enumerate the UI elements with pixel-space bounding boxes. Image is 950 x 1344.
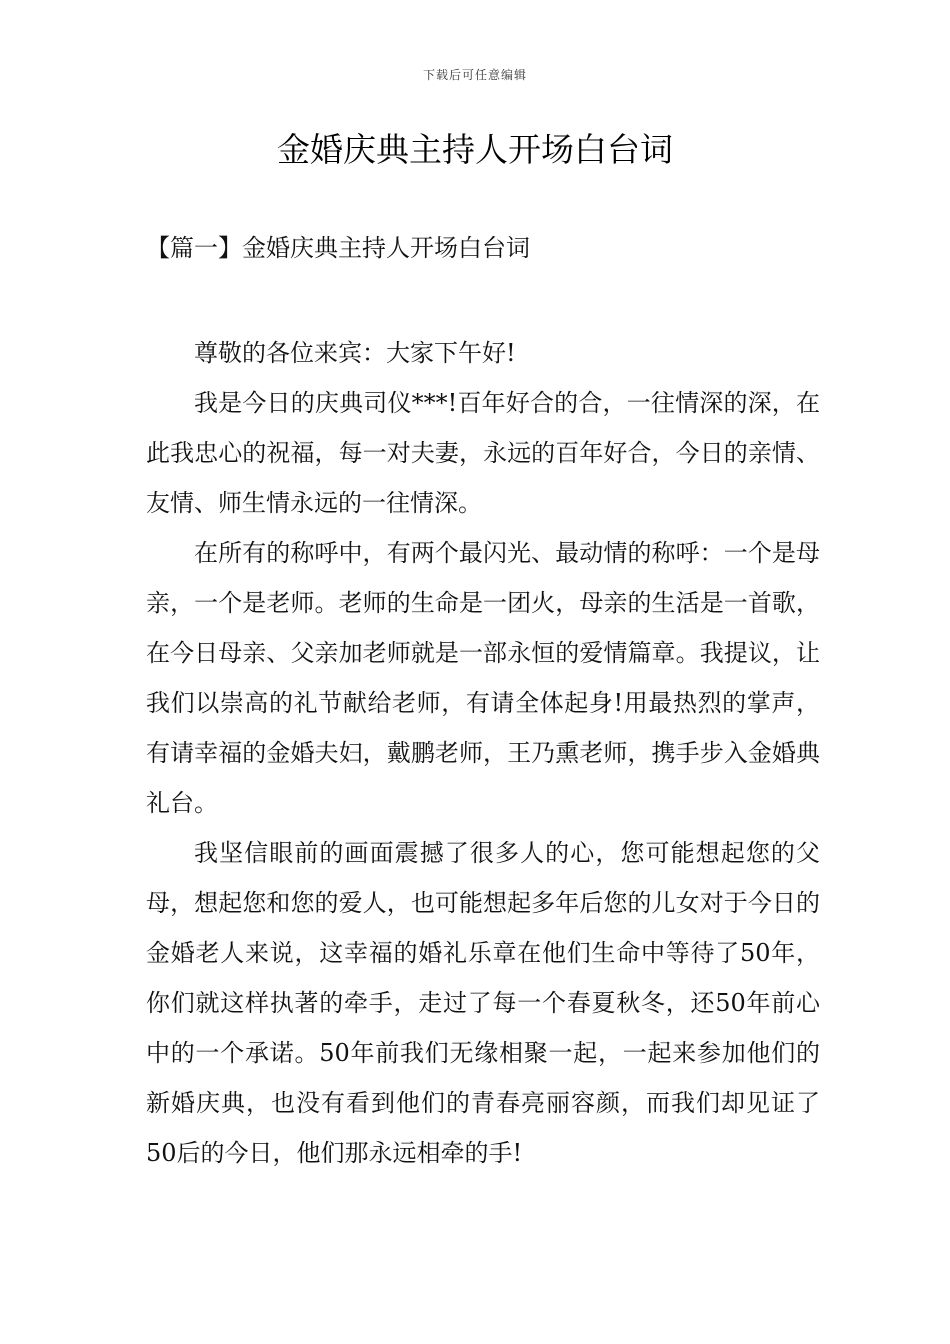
header-note: 下载后可任意编辑 <box>422 68 527 82</box>
paragraph-tribute: 在所有的称呼中，有两个最闪光、最动情的称呼：一个是母亲，一个是老师。老师的生命是一团火，母亲的生活是一首歌，在今日母亲、父亲加老师就是一部永恒的爱情篇章。我提议，让我们以崇高的礼节献给老师，有请全体起身!用最热烈的掌声，有请幸福的金婚夫妇，戴鹏老师，王乃熏老师，携手步入金婚典礼台。 <box>146 539 820 817</box>
paragraph-greeting: 尊敬的各位来宾：大家下午好! <box>194 339 516 367</box>
paragraph-introduction: 我是今日的庆典司仪***!百年好合的合，一往情深的深，在此我忠心的祝福，每一对夫妻，永远的百年好合，今日的亲情、友情、师生情永远的一往情深。 <box>146 389 820 517</box>
document-title: 金婚庆典主持人开场白台词 <box>277 130 673 169</box>
section-heading: 【篇一】金婚庆典主持人开场白台词 <box>146 234 530 262</box>
paragraph-reflection: 我坚信眼前的画面震撼了很多人的心，您可能想起您的父母，想起您和您的爱人，也可能想起多年后您的儿女对于今日的金婚老人来说，这幸福的婚礼乐章在他们生命中等待了50年，你们就这样执著的牵手，走过了每一个春夏秋冬，还50年前心中的一个承诺。50年前我们无缘相聚一起，一起来参加他们的新婚庆典，也没有看到他们的青春亮丽容颜，而我们却见证了50后的今日，他们那永远相牵的手! <box>146 839 820 1167</box>
document-body <box>146 328 820 1178</box>
